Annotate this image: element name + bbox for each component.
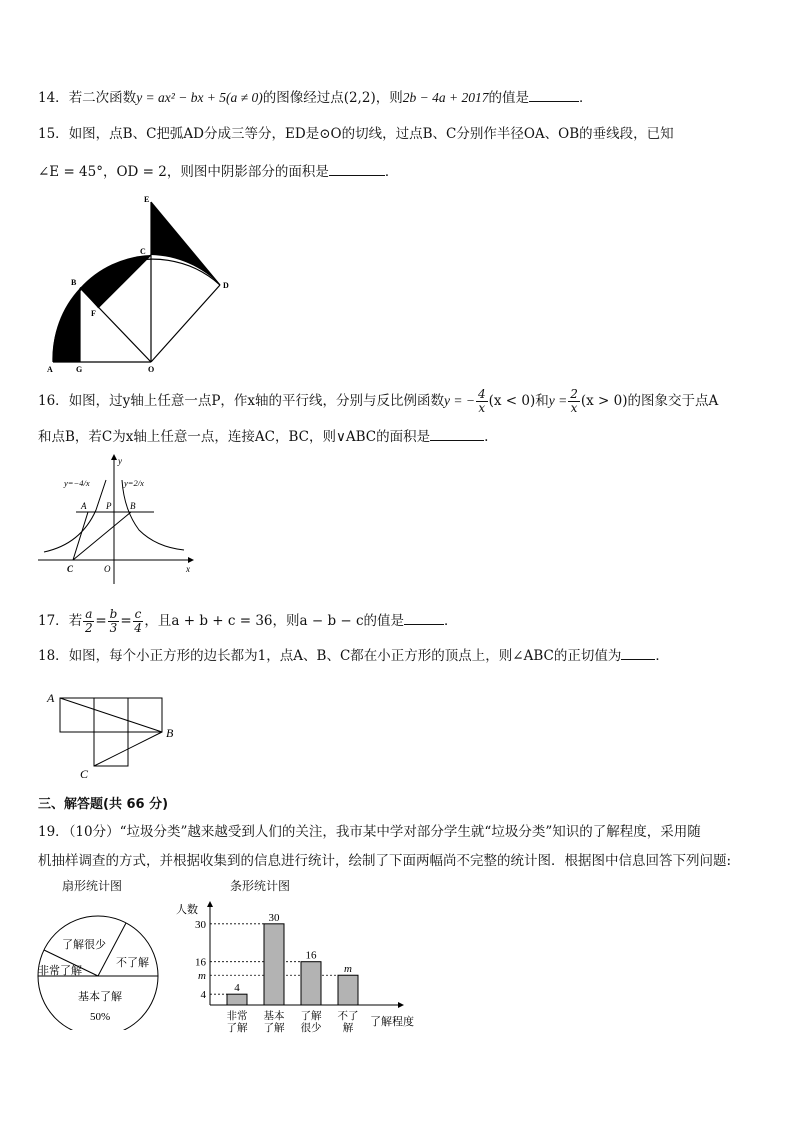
- q16-figure: [36, 452, 196, 587]
- bar-y-tick: 4: [200, 989, 206, 1002]
- q15-label-A: A: [47, 365, 53, 374]
- question-18: 18．如图，每个小正方形的边长都为1，点A、B、C都在小正方形的顶点上，则∠ABC的正切值为 ．: [38, 645, 669, 666]
- q18-text: 如图，每个小正方形的边长都为1，点A、B、C都在小正方形的顶点上，则∠ABC的正切值为: [68, 648, 622, 664]
- q15-label-G: G: [76, 365, 83, 374]
- q16-f2-lhs: y =: [548, 393, 568, 408]
- question-15-line2: ∠E = 45°，OD = 2，则图中阴影部分的面积是 ．: [38, 161, 398, 182]
- q15-label-C: C: [140, 247, 146, 256]
- q16-f2-den: x: [570, 401, 578, 415]
- bar-chart-title: 条形统计图: [230, 879, 291, 893]
- q15-od: [151, 285, 220, 362]
- pie-label-basic: 基本了解: [78, 991, 122, 1003]
- question-14: 14．若二次函数y = ax² − bx + 5(a ≠ 0)的图像经过点(2,2)，则2b − 4a + 2017的值是 ．: [38, 87, 592, 108]
- question-17: 17．若 $\frac{a}{2}$ = $\frac{b}{3}$ = $\frac{c}{4}$ ，且a + b + c = 36，则a − b − c的值是 ．: [38, 607, 458, 635]
- bar: [264, 924, 284, 1005]
- q17-frac-c-den: 4: [134, 621, 142, 635]
- bar-chart: [170, 895, 430, 1045]
- bar: [301, 962, 321, 1005]
- bar-category-label: 了解: [226, 1023, 248, 1034]
- q18-square-1: [60, 698, 94, 732]
- q15-label-D: D: [223, 281, 229, 290]
- bar-data-label: m: [344, 963, 352, 976]
- q17-answer-blank[interactable]: [404, 610, 444, 625]
- bar-y-tick: m: [198, 970, 206, 983]
- q15-label-F: F: [91, 309, 96, 318]
- q19-score: （10分）: [68, 824, 120, 840]
- q18-label-B: B: [166, 726, 174, 740]
- q15-figure: [38, 190, 238, 375]
- q14-number: 14．: [38, 90, 69, 106]
- question-19-line2: [38, 851, 731, 871]
- q17-frac-a: [83, 608, 94, 635]
- q16-label-B: B: [130, 501, 136, 511]
- q16-f1-den: x: [478, 401, 486, 415]
- bar-category-label: 很少: [300, 1023, 322, 1034]
- q15-text-2: ∠E = 45°，OD = 2，则图中阴影部分的面积是: [38, 164, 329, 180]
- q17-frac-a-num: a: [85, 607, 93, 621]
- q17-frac-a-den: 2: [84, 621, 93, 635]
- bar-y-arrow: [207, 901, 213, 907]
- q16-f2-cond: (x > 0)的图象交于点A: [580, 393, 719, 409]
- q17-frac-c: [133, 608, 144, 635]
- pie-label-none: 不了解: [116, 957, 149, 969]
- pie-label-percent: 50%: [90, 1011, 111, 1023]
- q16-label-x: x: [186, 564, 190, 574]
- bar-category-label: 基本: [263, 1011, 285, 1022]
- q16-f1-frac: [476, 388, 488, 415]
- q17-frac-b: [108, 608, 120, 635]
- q17-frac-c-num: c: [134, 607, 142, 621]
- q16-label-O: O: [104, 564, 111, 574]
- q16-text-pre: 如图，过y轴上任意一点P，作x轴的平行线，分别与反比例函数: [68, 393, 445, 409]
- q16-f1-cond: (x < 0)和: [488, 393, 549, 409]
- q16-y-arrow: [111, 454, 117, 460]
- q17-pre: 若: [68, 613, 83, 629]
- bar-y-tick: 30: [195, 918, 206, 931]
- q17-mid: ，且a + b + c = 36，则a − b − c的值是: [144, 613, 405, 629]
- bar-data-label: 16: [305, 949, 317, 962]
- q15-label-E: E: [144, 195, 150, 204]
- bar-data-label: 4: [234, 982, 240, 995]
- bar-category-label: 非常: [226, 1011, 248, 1022]
- q16-label-C: C: [67, 564, 74, 574]
- q18-number: 18．: [38, 648, 69, 664]
- pie-chart: [36, 900, 166, 1030]
- q18-square-3: [128, 698, 162, 732]
- q16-x-arrow: [188, 557, 194, 563]
- question-16-line2: 和点B，若C为x轴上任意一点，连接AC，BC，则∨ABC的面积是 .: [38, 426, 488, 447]
- q16-f2-num: 2: [570, 387, 578, 401]
- q16-f1-num: 4: [477, 387, 486, 401]
- q19-text-2: 机抽样调查的方式，并根据收集到的信息进行统计，绘制了下面两幅尚不完整的统计图．根据图中信息回答下列问题:: [38, 853, 732, 869]
- q18-label-C: C: [80, 767, 89, 781]
- q16-f2-frac: [568, 388, 580, 415]
- bar-category-label: 解: [342, 1023, 354, 1034]
- q16-line-ca: [73, 512, 88, 560]
- bar-category-label: 了解: [263, 1023, 285, 1034]
- bar-y-label: 人数: [176, 904, 198, 916]
- q15-text-1: 如图，点B、C把弧AD分成三等分，ED是⊙O的切线，过点B、C分别作半径OA、OB的垂线段，已知: [68, 126, 674, 142]
- q16-label-y: y: [118, 456, 122, 466]
- bar-y-tick: 16: [195, 956, 206, 969]
- bar-category-label: 不了: [337, 1011, 359, 1022]
- q16-curve-right: [122, 480, 184, 550]
- q17-frac-b-den: 3: [109, 621, 118, 635]
- question-16-line1: [38, 388, 718, 415]
- bar-category-label: 了解: [300, 1011, 322, 1022]
- q17-number: 17．: [38, 613, 69, 629]
- q15-number: 15．: [38, 126, 69, 142]
- pie-label-little: 了解很少: [62, 939, 106, 951]
- q14-post: 的值是: [488, 90, 529, 106]
- bar-x-label: 了解程度: [370, 1016, 414, 1028]
- q16-text-2: 和点B，若C为x轴上任意一点，连接AC，BC，则∨ABC的面积是: [38, 429, 431, 445]
- q14-expr: y = ax² − bx + 5(a ≠ 0): [136, 90, 263, 105]
- question-19-line1: [38, 822, 701, 842]
- q17-frac-b-num: b: [109, 607, 118, 621]
- bar: [338, 975, 358, 1005]
- q18-answer-blank[interactable]: [621, 645, 655, 660]
- q18-square-4: [94, 732, 128, 766]
- q15-ob: [80, 288, 151, 362]
- q16-label-P: P: [106, 501, 112, 511]
- q16-answer-blank[interactable]: [430, 426, 484, 441]
- q14-answer-blank[interactable]: [529, 87, 579, 102]
- bar-data-label: 30: [268, 911, 280, 924]
- bar-x-arrow: [398, 1002, 404, 1008]
- q16-curve-left: [44, 480, 106, 552]
- q18-figure: [40, 686, 190, 782]
- q16-curve-label-left: y=−4/x: [64, 478, 90, 488]
- q19-text-1: “垃圾分类”越来越受到人们的关注，我市某中学对部分学生就“垃圾分类”知识的了解程度，采用随: [119, 824, 701, 840]
- q16-f1-lhs: y = −: [444, 393, 475, 408]
- q16-curve-label-right: y=2/x: [124, 478, 144, 488]
- q15-answer-blank[interactable]: [329, 161, 385, 176]
- q14-mid: 的图像经过点(2,2)，则: [262, 90, 403, 106]
- q15-label-O: O: [148, 365, 155, 374]
- q18-label-A: A: [47, 691, 55, 705]
- q14-pre: 若二次函数: [68, 90, 137, 106]
- section-3-heading: 三、解答题(共 66 分): [38, 797, 169, 812]
- q16-label-A: A: [81, 501, 87, 511]
- question-15-line1: [38, 124, 674, 144]
- q19-number: 19．: [38, 824, 69, 840]
- q16-number: 16．: [38, 393, 69, 409]
- bar: [227, 994, 247, 1005]
- q16-line-cb: [73, 512, 131, 560]
- q14-expr2: 2b − 4a + 2017: [402, 90, 489, 105]
- pie-chart-title: 扇形统计图: [62, 879, 123, 893]
- q15-label-B: B: [71, 278, 77, 287]
- q15-shade-left: [53, 288, 80, 362]
- q18-segment-ab: [60, 698, 162, 732]
- pie-label-very: 非常了解: [38, 965, 82, 977]
